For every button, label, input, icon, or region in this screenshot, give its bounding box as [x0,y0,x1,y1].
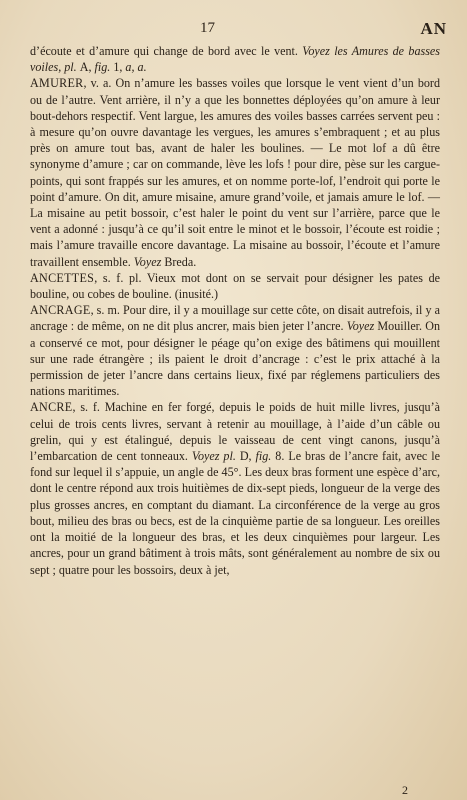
paragraph-continuation [30,43,440,75]
headword: ANCRE [30,400,73,415]
definition-text: , v. a. On n’amure les basses voiles que lorsque le vent vient d’un bord ou de l’autre. Vent arrière, il n’y a que les bonnettes déployées qu’on amure à leur bout-dehors respectif. Vent largue, les amures des voiles basses carrées servent peu : à mesure qu’on ouvre davantage les vergues, les amures s’embraquent ; et au plus près on amure tout bas, avant de haler les boulines. — Le mot lof a dû être synonyme d’amure ; car on commande, lève les lofs ! pour dire, pèse sur les cargue-points, qui sont frappés sur les amures, et on nomme porte-lof, l’endroit qui porte le point d’amure. On dit, amure misaine, amure grand’voile, et jamais amure le lof. — La misaine au petit bossoir, c’est haler le point du vent sur l’arrière, parce que le vent a adonné : jusqu’à ce qu’il soit entre le minot et le bossoir, l’écoute est roidie ; mais l’amure travaille encore davantage. La misaine au bossoir, l’écoute et l’amure travaillent ensemble. [30,76,440,269]
headword: AMURER [30,76,84,91]
page-header [0,20,467,42]
reference-text: Voyez [133,254,165,269]
entry-ancrage [30,302,440,399]
headword: ANCETTES [30,270,95,285]
definition-text: , s. f. Machine en fer forgé, depuis le poids de huit mille livres, jusqu’à celui de trois cents livres, servant à retenir au mouillage, à l’aide d’un câble ou grelin, qui y est étalingué, depuis le vaisseau de cent vingt canons, jusqu’à l’embarcation de cent tonneaux. [30,400,440,464]
running-head: AN [420,19,447,38]
definition-text: A, [79,60,95,75]
headword: ANCRAGE [30,303,91,318]
reference-text: Voyez pl. [191,449,240,464]
entry-ancettes [30,270,440,302]
definition-text: , s. f. pl. Vieux mot dont on se servait pour désigner les pates de bouline, ou cobes de bouline. (inusité.) [30,270,440,302]
definition-text: D, [239,449,256,464]
reference-text: a, a. [125,60,147,75]
definition-text: d’écoute et d’amure qui change de bord avec le vent. [30,44,303,58]
definition-text: , s. m. Pour dire, il y a mouillage sur cette côte, on disait autrefois, il y a ancrage : de même, on ne dit plus ancrer, mais bien jeter l’ancre. [30,303,440,334]
entry-ancre [30,399,440,577]
reference-text: fig. [255,449,276,464]
reference-text: Voyez [346,319,378,334]
reference-text: Voyez les Amures de basses voiles, pl. [30,44,440,75]
dictionary-body [30,43,440,578]
entry-amurer [30,75,440,269]
definition-text: 1, [113,60,126,75]
definition-text: Mouiller. On a conservé ce mot, pour désigner le péage qu’on exige des bâtimens qui mouillent sur une rade étrangère ; ils paient le droit d’ancrage : c’est le prix attaché à la permission de jeter l’ancre dans certains lieux, fixé par réglemens particuliers des nations maritimes. [30,319,440,399]
page-number: 17 [200,20,215,36]
signature-mark: 2 [402,783,408,797]
reference-text: fig. [94,60,114,75]
definition-text: Breda. [164,254,197,269]
definition-text: 8. Le bras de l’ancre fait, avec le fond sur lequel il s’appuie, un angle de 45°. Les deux bras forment une espèce d’arc, dont le centre répond aux trois huitièmes de dix-sept pieds, longueur de la verge des plus grosses ancres, en comptant du diamant. La circonférence de la verge au gros bout, milieu des bras ou becs, est de la cinquième partie de sa longueur. Les oreilles ont la moitié de la longueur des bras, et les deux cinquièmes pour largeur. Les ancres, pour un grand bâtiment à trois mâts, sont généralement au nombre de six ou sept ; quatre pour les bossoirs, deux à jet, [30,449,440,577]
